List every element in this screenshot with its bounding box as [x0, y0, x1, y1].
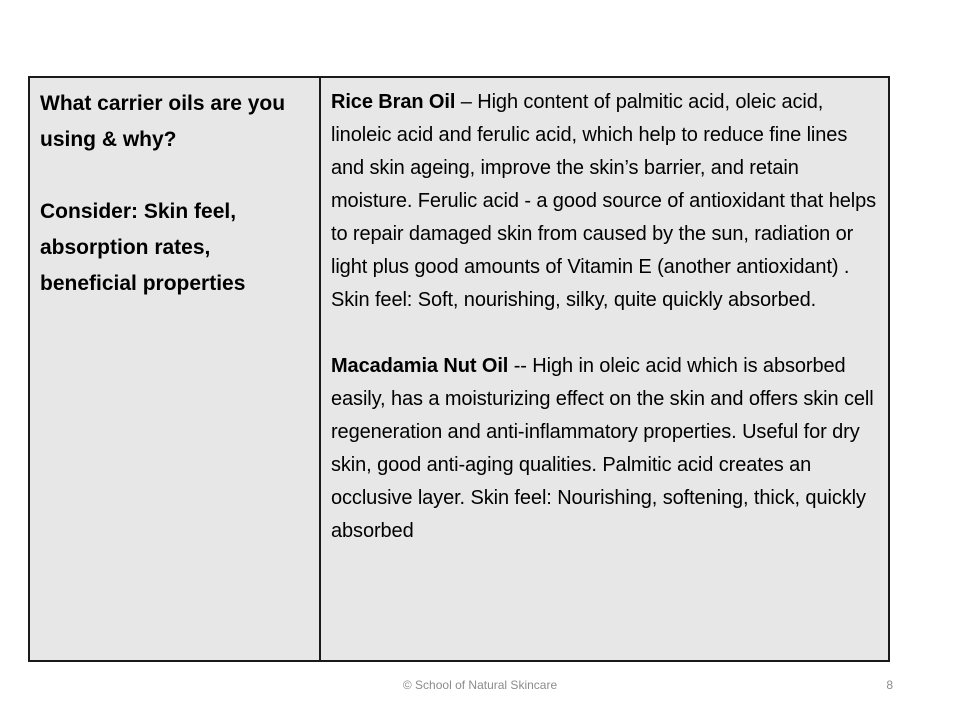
- copyright-text: © School of Natural Skincare: [402, 678, 558, 692]
- content-table: [28, 76, 890, 662]
- consider-text: Consider: Skin feel, absorption rates, beneficial properties: [40, 200, 246, 295]
- question-cell: [30, 78, 321, 660]
- answer-cell: [321, 78, 888, 660]
- oil-description: -- High in oleic acid which is absorbed easily, has a moisturizing effect on the skin and offers skin cell regeneration and anti-inflammatory properties. Useful for dry skin, good anti-aging qualities. Palmitic acid creates an occlusive layer. Skin feel: Nourishing, softening, thick, quickly absorbed: [331, 355, 874, 542]
- oil-description: – High content of palmitic acid, oleic acid, linoleic acid and ferulic acid, which help to reduce fine lines and skin ageing, improve the skin’s barrier, and retain moisture. Ferulic acid - a good source of antioxidant that helps to repair damaged skin from caused by the sun, radiation or light plus good amounts of Vitamin E (another antioxidant) . Skin feel: Soft, nourishing, silky, quite quickly absorbed.: [331, 91, 877, 311]
- oil-paragraph-rice-bran: [331, 86, 880, 317]
- oil-paragraph-macadamia: [331, 350, 880, 548]
- page-number: 8: [886, 678, 893, 692]
- question-text: What carrier oils are you using & why?: [40, 92, 286, 151]
- oil-name: Rice Bran Oil: [331, 91, 456, 113]
- slide-footer: [0, 674, 960, 698]
- oil-name: Macadamia Nut Oil: [331, 355, 509, 377]
